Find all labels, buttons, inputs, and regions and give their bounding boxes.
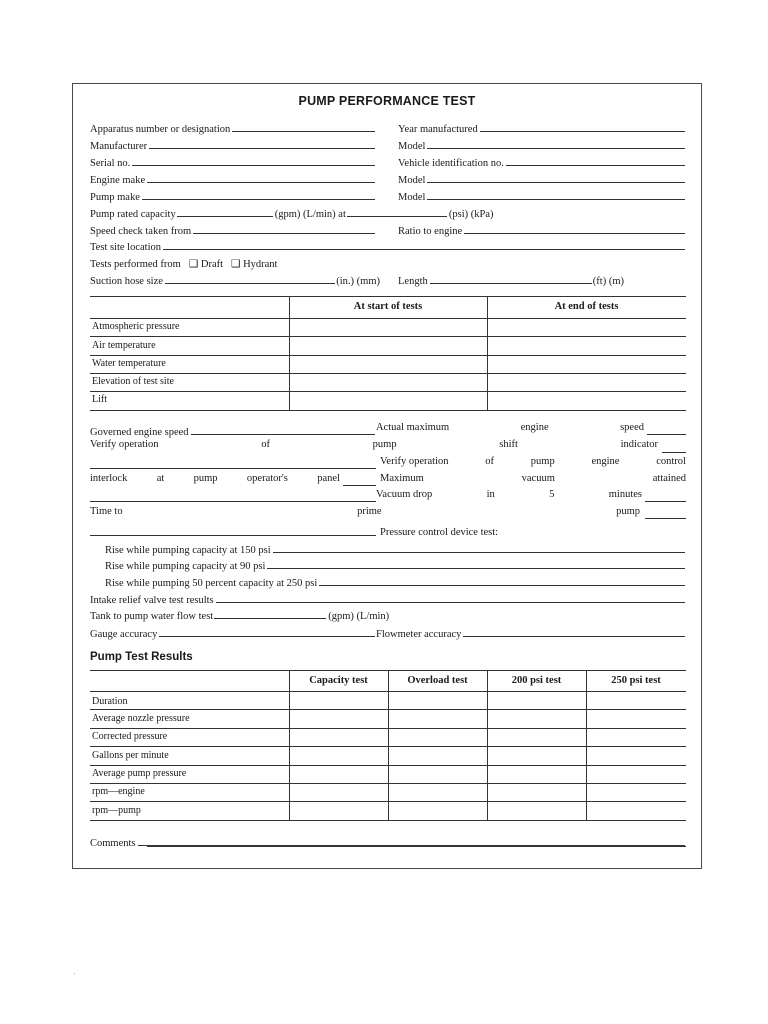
header-capacity-test: Capacity test — [309, 675, 368, 686]
intake-relief-field[interactable]: Intake relief valve test results — [90, 590, 686, 606]
governed-speed-field[interactable]: Governed engine speed — [90, 422, 376, 438]
time-prime-label: Time to prime pump — [90, 506, 640, 517]
length-field[interactable]: Length (ft) (m) — [398, 271, 624, 287]
vin-field[interactable]: Vehicle identification no. — [398, 153, 686, 169]
ratio-engine-field[interactable]: Ratio to engine — [398, 221, 686, 237]
rise-150-field[interactable]: Rise while pumping capacity at 150 psi — [105, 540, 686, 556]
actual-max-speed-label: Actual maximum engine speed — [376, 422, 644, 433]
table-row: Atmospheric pressure — [92, 321, 180, 332]
table-row: Lift — [92, 394, 107, 405]
test-site-field[interactable]: Test site location — [90, 237, 686, 253]
table-row: rpm—pump — [92, 805, 141, 816]
form-title: PUMP PERFORMANCE TEST — [298, 94, 476, 108]
verify-interlock-label: Verify operation of pump engine control — [380, 456, 686, 467]
header-250psi-test: 250 psi test — [611, 675, 661, 686]
conditions-table-top-rule — [90, 296, 686, 297]
scan-speck — [74, 973, 75, 974]
maximum-vacuum-label: Maximum vacuum attained — [380, 473, 686, 484]
flowmeter-accuracy-field[interactable]: Flowmeter accuracy — [376, 624, 686, 640]
model-field-2[interactable]: Model — [398, 170, 686, 186]
table-row: Corrected pressure — [92, 731, 168, 742]
header-start-tests: At start of tests — [353, 301, 423, 312]
year-field[interactable]: Year manufactured — [398, 119, 686, 135]
hydrant-checkbox[interactable]: ❑ Hydrant — [231, 259, 278, 270]
interlock-panel-label: interlock at pump operator's panel — [90, 473, 340, 484]
table-row: Average nozzle pressure — [92, 713, 190, 724]
apparatus-field[interactable]: Apparatus number or designation — [90, 119, 376, 135]
manufacturer-field[interactable]: Manufacturer — [90, 136, 376, 152]
table-row: Elevation of test site — [92, 376, 174, 387]
model-field-3[interactable]: Model — [398, 187, 686, 203]
rise-250-field[interactable]: Rise while pumping 50 percent capacity at 250 psi — [105, 573, 686, 589]
engine-make-field[interactable]: Engine make — [90, 170, 376, 186]
speed-check-field[interactable]: Speed check taken from — [90, 221, 376, 237]
table-row: Gallons per minute — [92, 750, 169, 761]
serial-field[interactable]: Serial no. — [90, 153, 376, 169]
header-200psi-test: 200 psi test — [511, 675, 562, 686]
vacuum-drop-label: Vacuum drop in 5 minutes — [376, 489, 642, 500]
model-field-1[interactable]: Model — [398, 136, 686, 152]
verify-shift-label: Verify operation of pump shift indicator — [90, 439, 658, 450]
table-row: Air temperature — [92, 340, 156, 351]
table-row: rpm—engine — [92, 786, 145, 797]
gauge-accuracy-field[interactable]: Gauge accuracy — [90, 624, 376, 640]
tests-from-field: Tests performed from ❑ Draft ❑ Hydrant — [90, 259, 278, 270]
pump-make-field[interactable]: Pump make — [90, 187, 376, 203]
header-overload-test: Overload test — [407, 675, 468, 686]
comments-field[interactable]: Comments — [90, 833, 686, 849]
table-row: Water temperature — [92, 358, 166, 369]
tank-flow-field[interactable]: Tank to pump water flow test (gpm) (L/min) — [90, 606, 430, 622]
suction-size-field[interactable]: Suction hose size (in.) (mm) — [90, 271, 380, 287]
draft-checkbox[interactable]: ❑ Draft — [188, 259, 224, 270]
table-row: Duration — [92, 696, 128, 707]
header-end-tests: At end of tests — [554, 301, 619, 312]
pressure-control-label: Pressure control device test: — [380, 527, 499, 538]
table-row: Average pump pressure — [92, 768, 187, 779]
results-section-title: Pump Test Results — [90, 651, 193, 663]
rated-capacity-field[interactable]: Pump rated capacity (gpm) (L/min) at (psi) (kPa) — [90, 204, 532, 220]
rise-90-field[interactable]: Rise while pumping capacity at 90 psi — [105, 556, 686, 572]
